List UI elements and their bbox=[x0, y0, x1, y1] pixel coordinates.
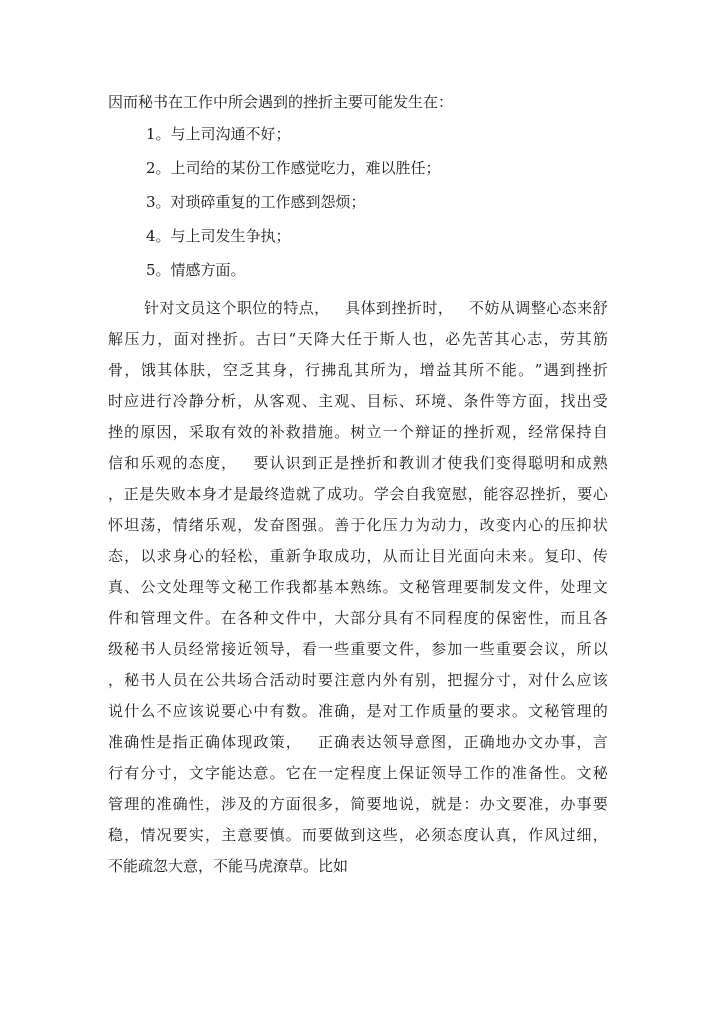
list-item: 4。与上司发生争执； bbox=[146, 227, 291, 245]
list-item: 2。上司给的某份工作感觉吃力，难以胜任； bbox=[146, 159, 441, 177]
paragraph-line: 针 对 文 员 这 个 职 位 的 特 点 ， 具 体 到 挫 折 时 ， 不 妨 从 调 整 心 态 来 舒 bbox=[144, 299, 608, 317]
paragraph-line: 准 确 性 是 指 正 确 体 现 政 策 ， 正 确 表 达 领 导 意 图 ， 正 确 地 办 文 办 事 ， 言 bbox=[108, 733, 608, 751]
paragraph-line: 行 有 分 寸 ， 文 字 能 达 意 。 它 在 一 定 程 度 上 保 证 领 导 工 作 的 准 备 性 。 文 秘 bbox=[108, 764, 608, 782]
paragraph-line: 挫 的 原 因 ， 采 取 有 效 的 补 救 措 施 。 树 立 一 个 辩 证 的 挫 折 观 ， 经 常 保 持 自 bbox=[108, 423, 608, 441]
frustration-list bbox=[146, 120, 441, 290]
paragraph-line: 怀 坦 荡 ， 情 绪 乐 观 ， 发 奋 图 强 。 善 于 化 压 力 为 动 力 ， 改 变 内 心 的 压 抑 状 bbox=[108, 516, 608, 534]
paragraph-line: 真 、 公 文 处 理 等 文 秘 工 作 我 都 基 本 熟 练 。 文 秘 管 理 要 制 发 文 件 ， 处 理 文 bbox=[108, 578, 608, 596]
paragraph-line: 不能疏忽大意，不能马虎潦草。比如 bbox=[108, 857, 349, 875]
intro-line: 因而秘书在工作中所会遇到的挫折主要可能发生在： bbox=[108, 93, 454, 111]
paragraph-line: 件 和 管 理 文 件 。 在 各 种 文 件 中 ， 大 部 分 具 有 不 同 程 度 的 保 密 性 ， 而 且 各 bbox=[108, 609, 608, 627]
paragraph-line: 解 压 力 ， 面 对 挫 折 。 古 曰 “ 天 降 大 任 于 斯 人 也 ， 必 先 苦 其 心 志 ， 劳 其 筋 bbox=[108, 330, 608, 348]
list-item: 3。对琐碎重复的工作感到怨烦； bbox=[146, 193, 366, 211]
list-item: 5。情感方面。 bbox=[146, 261, 246, 279]
paragraph-line: 态 ， 以 求 身 心 的 轻 松 ， 重 新 争 取 成 功 ， 从 而 让 目 光 面 向 未 来 。 复 印 、 传 bbox=[108, 547, 608, 565]
paragraph-line: 信 和 乐 观 的 态 度 ， 要 认 识 到 正 是 挫 折 和 教 训 才 使 我 们 变 得 聪 明 和 成 熟 bbox=[108, 454, 608, 472]
paragraph-line: ， 正 是 失 败 本 身 才 是 最 终 造 就 了 成 功 。 学 会 自 我 宽 慰 ， 能 容 忍 挫 折 ， 要 心 bbox=[108, 485, 608, 503]
paragraph-line: 稳 ， 情 况 要 实 ， 主 意 要 慎 。 而 要 做 到 这 些 ， 必 须 态 度 认 真 ， 作 风 过 细 ， bbox=[108, 826, 608, 844]
list-item: 1。与上司沟通不好； bbox=[146, 125, 291, 143]
paragraph-line: ， 秘 书 人 员 在 公 共 场 合 活 动 时 要 注 意 内 外 有 别 ， 把 握 分 寸 ， 对 什 么 应 该 bbox=[108, 671, 608, 689]
paragraph-line: 时 应 进 行 冷 静 分 析 ， 从 客 观 、 主 观 、 目 标 、 环 境 、 条 件 等 方 面 ， 找 出 受 bbox=[108, 392, 608, 410]
paragraph-line: 管 理 的 准 确 性 ， 涉 及 的 方 面 很 多 ， 简 要 地 说 ， 就 是 ： 办 文 要 准 ， 办 事 要 bbox=[108, 795, 608, 813]
paragraph-line: 骨 ， 饿 其 体 肤 ， 空 乏 其 身 ， 行 拂 乱 其 所 为 ， 增 益 其 所 不 能 。 ” 遇 到 挫 折 bbox=[108, 361, 608, 379]
paragraph-line: 说 什 么 不 应 该 说 要 心 中 有 数 。 准 确 ， 是 对 工 作 质 量 的 要 求 。 文 秘 管 理 的 bbox=[108, 702, 608, 720]
paragraph-line: 级 秘 书 人 员 经 常 接 近 领 导 ， 看 一 些 重 要 文 件 ， 参 加 一 些 重 要 会 议 ， 所 以 bbox=[108, 640, 608, 658]
body-paragraph bbox=[108, 294, 608, 883]
